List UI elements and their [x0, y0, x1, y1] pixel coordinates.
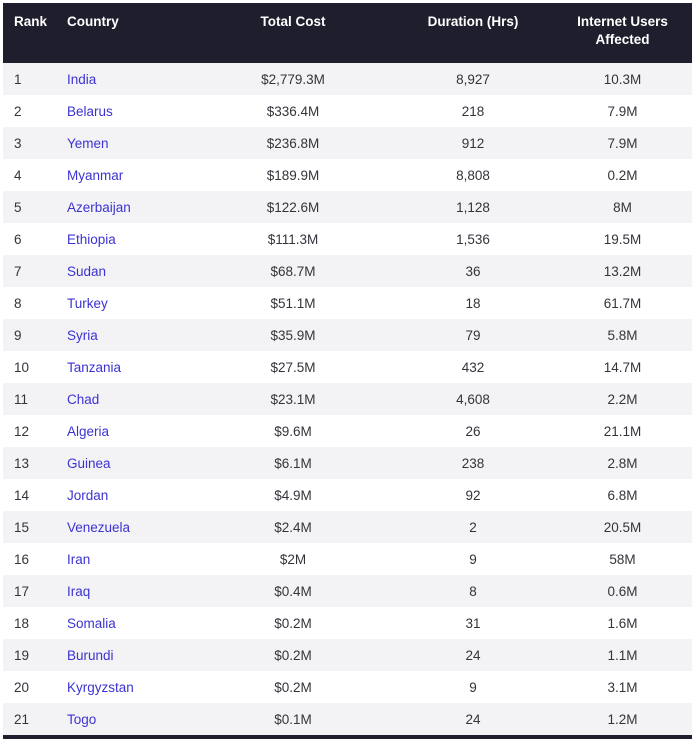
rank-cell: 3 — [14, 135, 22, 151]
rank-cell: 6 — [14, 231, 22, 247]
column-header-duration: Duration (Hrs) — [393, 3, 553, 63]
country-cell — [58, 543, 193, 575]
country-link[interactable]: Somalia — [67, 615, 116, 631]
rank-cell: 17 — [14, 583, 30, 599]
internet-users-cell: 8M — [613, 199, 632, 215]
rank-cell: 7 — [14, 263, 22, 279]
column-header-internet-users: Internet Users Affected — [553, 3, 692, 63]
table-row — [3, 607, 692, 639]
total-cost-cell: $4.9M — [274, 487, 312, 503]
country-link[interactable]: Iraq — [67, 583, 91, 599]
duration-cell: 92 — [465, 487, 481, 503]
duration-cell: 912 — [461, 135, 485, 151]
country-cell — [58, 351, 193, 383]
country-link[interactable]: Venezuela — [67, 519, 131, 535]
rank-cell: 8 — [14, 295, 22, 311]
duration-cell: 8,808 — [456, 167, 490, 183]
rank-cell: 16 — [14, 551, 30, 567]
country-link[interactable]: Tanzania — [67, 359, 122, 375]
internet-users-cell: 7.9M — [607, 135, 638, 151]
total-cost-cell: $0.2M — [274, 615, 312, 631]
rank-cell: 18 — [14, 615, 30, 631]
table-row — [3, 159, 692, 191]
internet-users-cell: 1.2M — [607, 711, 638, 727]
rank-cell: 12 — [14, 423, 30, 439]
rank-cell: 19 — [14, 647, 30, 663]
country-cell — [58, 415, 193, 447]
country-cell — [58, 639, 193, 671]
internet-users-cell: 2.2M — [607, 391, 638, 407]
country-link[interactable]: Chad — [67, 391, 100, 407]
rank-cell: 11 — [14, 391, 29, 407]
total-cost-cell: $0.4M — [274, 583, 312, 599]
country-cell — [58, 191, 193, 223]
total-cost-cell: $27.5M — [270, 359, 316, 375]
country-cell — [58, 127, 193, 159]
duration-cell: 432 — [461, 359, 485, 375]
table-row — [3, 543, 692, 575]
country-link[interactable]: Burundi — [67, 647, 114, 663]
total-cost-cell: $122.6M — [266, 199, 320, 215]
country-cell — [58, 575, 193, 607]
column-header-country: Country — [58, 3, 193, 63]
table-row — [3, 319, 692, 351]
total-cost-cell: $2M — [279, 551, 307, 567]
table-row — [3, 671, 692, 703]
country-cell — [58, 63, 193, 95]
rank-cell: 1 — [14, 71, 22, 87]
total-cost-cell: $336.4M — [266, 103, 320, 119]
country-link[interactable]: Yemen — [67, 135, 109, 151]
rank-cell: 15 — [14, 519, 30, 535]
duration-cell: 79 — [465, 327, 481, 343]
rank-cell: 13 — [14, 455, 30, 471]
country-link[interactable]: Jordan — [67, 487, 109, 503]
duration-cell: 36 — [465, 263, 481, 279]
internet-users-cell: 19.5M — [603, 231, 642, 247]
country-cell — [58, 703, 193, 735]
table-row — [3, 127, 692, 159]
rank-cell: 9 — [14, 327, 22, 343]
country-cell — [58, 319, 193, 351]
rank-cell: 5 — [14, 199, 22, 215]
table-row — [3, 191, 692, 223]
duration-cell: 8,927 — [456, 71, 490, 87]
country-cell — [58, 607, 193, 639]
duration-cell: 9 — [469, 679, 477, 695]
table-row — [3, 479, 692, 511]
internet-users-cell: 6.8M — [607, 487, 638, 503]
country-cell — [58, 383, 193, 415]
rank-cell: 4 — [14, 167, 22, 183]
duration-cell: 8 — [469, 583, 477, 599]
country-link[interactable]: India — [67, 71, 97, 87]
table-row — [3, 351, 692, 383]
country-link[interactable]: Guinea — [67, 455, 111, 471]
country-link[interactable]: Iran — [67, 551, 91, 567]
total-cost-cell: $0.2M — [274, 647, 312, 663]
column-header-rank: Rank — [3, 3, 58, 63]
total-cost-cell: $0.2M — [274, 679, 312, 695]
internet-users-cell: 5.8M — [607, 327, 638, 343]
country-cell — [58, 159, 193, 191]
table-row — [3, 447, 692, 479]
duration-cell: 31 — [465, 615, 481, 631]
total-cost-cell: $2.4M — [274, 519, 312, 535]
total-cost-cell: $23.1M — [270, 391, 316, 407]
rank-cell: 10 — [14, 359, 30, 375]
country-cell — [58, 479, 193, 511]
country-cell — [58, 255, 193, 287]
country-link[interactable]: Ethiopia — [67, 231, 116, 247]
country-link[interactable]: Kyrgyzstan — [67, 679, 134, 695]
table-row — [3, 95, 692, 127]
table-row — [3, 63, 692, 95]
country-link[interactable]: Belarus — [67, 103, 113, 119]
table-row — [3, 287, 692, 319]
table-row — [3, 639, 692, 671]
country-link[interactable]: Turkey — [67, 295, 108, 311]
duration-cell: 18 — [465, 295, 481, 311]
duration-cell: 238 — [461, 455, 485, 471]
internet-users-cell: 0.2M — [607, 167, 638, 183]
country-link[interactable]: Algeria — [67, 423, 110, 439]
total-cost-cell: $2,779.3M — [261, 71, 325, 87]
total-cost-cell: $189.9M — [266, 167, 320, 183]
duration-cell: 26 — [465, 423, 481, 439]
rank-cell: 21 — [14, 711, 30, 727]
country-link[interactable]: Sudan — [67, 263, 107, 279]
country-link[interactable]: Syria — [67, 327, 98, 343]
duration-cell: 218 — [461, 103, 485, 119]
internet-users-cell: 10.3M — [603, 71, 642, 87]
rank-cell: 20 — [14, 679, 30, 695]
duration-cell: 2 — [469, 519, 477, 535]
table-row — [3, 383, 692, 415]
internet-users-cell: 13.2M — [603, 263, 642, 279]
country-cell — [58, 223, 193, 255]
total-cost-cell: $6.1M — [274, 455, 312, 471]
table-row — [3, 415, 692, 447]
country-link[interactable]: Myanmar — [67, 167, 124, 183]
header-row — [3, 3, 692, 63]
country-cell — [58, 95, 193, 127]
table-row — [3, 703, 692, 735]
total-cost-cell: $0.1M — [274, 711, 312, 727]
total-cost-cell: $35.9M — [270, 327, 316, 343]
internet-users-cell: 20.5M — [603, 519, 642, 535]
rank-cell: 2 — [14, 103, 22, 119]
duration-cell: 9 — [469, 551, 477, 567]
shutdown-cost-table — [3, 3, 692, 735]
duration-cell: 4,608 — [456, 391, 490, 407]
internet-users-cell: 2.8M — [607, 455, 638, 471]
rank-cell: 14 — [14, 487, 30, 503]
internet-users-cell: 1.1M — [607, 647, 638, 663]
total-cost-cell: $51.1M — [270, 295, 316, 311]
table-row — [3, 511, 692, 543]
duration-cell: 24 — [465, 647, 481, 663]
table-bottom-border — [3, 735, 692, 739]
total-cost-cell: $68.7M — [270, 263, 316, 279]
internet-users-cell: 14.7M — [603, 359, 642, 375]
country-cell — [58, 671, 193, 703]
internet-users-cell: 1.6M — [607, 615, 638, 631]
internet-users-cell: 58M — [609, 551, 636, 567]
duration-cell: 1,128 — [456, 199, 490, 215]
total-cost-cell: $9.6M — [274, 423, 312, 439]
country-cell — [58, 511, 193, 543]
internet-users-cell: 21.1M — [603, 423, 642, 439]
table-row — [3, 255, 692, 287]
table-row — [3, 575, 692, 607]
country-cell — [58, 287, 193, 319]
column-header-total-cost: Total Cost — [193, 3, 393, 63]
table-row — [3, 223, 692, 255]
internet-users-cell: 0.6M — [607, 583, 638, 599]
total-cost-cell: $236.8M — [266, 135, 320, 151]
internet-users-cell: 61.7M — [603, 295, 642, 311]
country-link[interactable]: Togo — [67, 711, 97, 727]
internet-users-cell: 7.9M — [607, 103, 638, 119]
table-body — [3, 63, 692, 735]
duration-cell: 24 — [465, 711, 481, 727]
country-link[interactable]: Azerbaijan — [67, 199, 131, 215]
country-cell — [58, 447, 193, 479]
duration-cell: 1,536 — [456, 231, 490, 247]
internet-users-cell: 3.1M — [607, 679, 638, 695]
total-cost-cell: $111.3M — [267, 231, 319, 247]
